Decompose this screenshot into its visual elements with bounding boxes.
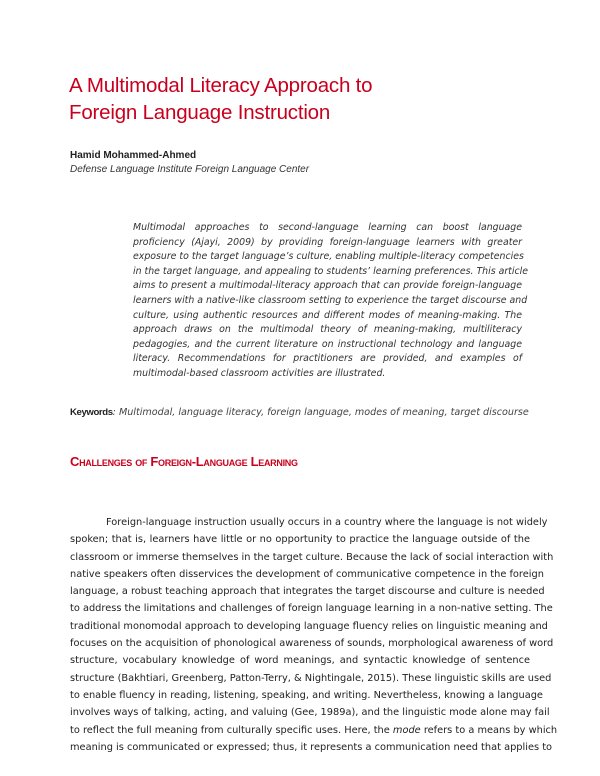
abstract-line: proficiency (Ajayi, 2009) by providing foreign-language learners with greater (133, 236, 522, 248)
author-name: Hamid Mohammed-Ahmed (70, 150, 197, 161)
abstract-line: pedagogies, and the current literature on instructional technology and language (133, 338, 522, 350)
body-line: to address the limitations and challenges of foreign language learning in a non-native setting. The (70, 603, 553, 615)
body-text: to reflect the full meaning from culturally specific uses. Here, the (70, 724, 393, 736)
body-line: spoken; that is, learners have little or no opportunity to practice the language outside of the (70, 534, 530, 546)
abstract-line: literacy. Recommendations for practitioners are provided, and examples of (133, 353, 522, 365)
keywords-label: Keywords (70, 407, 113, 418)
body-line: involves ways of talking, acting, and valuing (Gee, 1989a), and the linguistic mode alone may fail (70, 707, 550, 719)
abstract-line: approach draws on the multimodal theory of meaning-making, multiliteracy (133, 324, 522, 336)
body-line (70, 722, 558, 739)
body-line: classroom or immerse themselves in the target culture. Because the lack of social interaction with (70, 551, 554, 563)
body-paragraph (70, 514, 558, 756)
body-line: language, a robust teaching approach that integrates the target discourse and culture is needed (70, 586, 545, 598)
abstract-line: culture, using authentic resources and different modes of meaning-making. The (133, 309, 522, 321)
body-line: traditional monomodal approach to developing language fluency relies on linguistic meaning and (70, 620, 548, 632)
section-heading: Challenges of Foreign-Language Learning (70, 454, 298, 469)
body-text: refers to a means by which (420, 724, 558, 736)
author-affiliation: Defense Language Institute Foreign Language Center (70, 164, 310, 175)
body-line: structure, vocabulary knowledge of word meanings, and syntactic knowledge of sentence (70, 655, 530, 667)
paper-title (69, 72, 372, 126)
body-line: structure (Bakhtiari, Greenberg, Patton-Terry, & Nightingale, 2015). These linguistic skills are used (70, 672, 552, 684)
abstract-line: multimodal-based classroom activities are illustrated. (133, 367, 386, 379)
body-line: to enable fluency in reading, listening, speaking, and writing. Nevertheless, knowing a language (70, 689, 543, 701)
abstract-line: exposure to the target language’s culture, enabling multiple-literacy competencies (133, 251, 524, 263)
abstract-line: Multimodal approaches to second-language learning can boost language (133, 222, 522, 233)
body-line: meaning is communicated or expressed; thus, it represents a communication need that applies to (70, 741, 553, 753)
title-line: Foreign Language Instruction (69, 101, 331, 124)
keywords (70, 407, 529, 418)
keywords-list: : Multimodal, language literacy, foreign language, modes of meaning, target discourse (112, 407, 529, 418)
abstract-line: in the target language, and appealing to students’ learning preferences. This article (133, 265, 528, 277)
body-line: native speakers often disservices the development of communicative competence in the foreign (70, 568, 544, 580)
body-line: focuses on the acquisition of phonological awareness of sounds, morphological awareness of word (70, 638, 554, 650)
title-line: A Multimodal Literacy Approach to (69, 74, 373, 97)
body-emphasis: mode (392, 724, 421, 736)
abstract (133, 221, 528, 382)
body-line: Foreign-language instruction usually occurs in a country where the language is not widely (106, 517, 548, 528)
abstract-line: aims to present a multimodal-literacy approach that can provide foreign-language (133, 280, 522, 292)
abstract-line: learners with a native-like classroom setting to experience the target discourse and (133, 294, 528, 306)
